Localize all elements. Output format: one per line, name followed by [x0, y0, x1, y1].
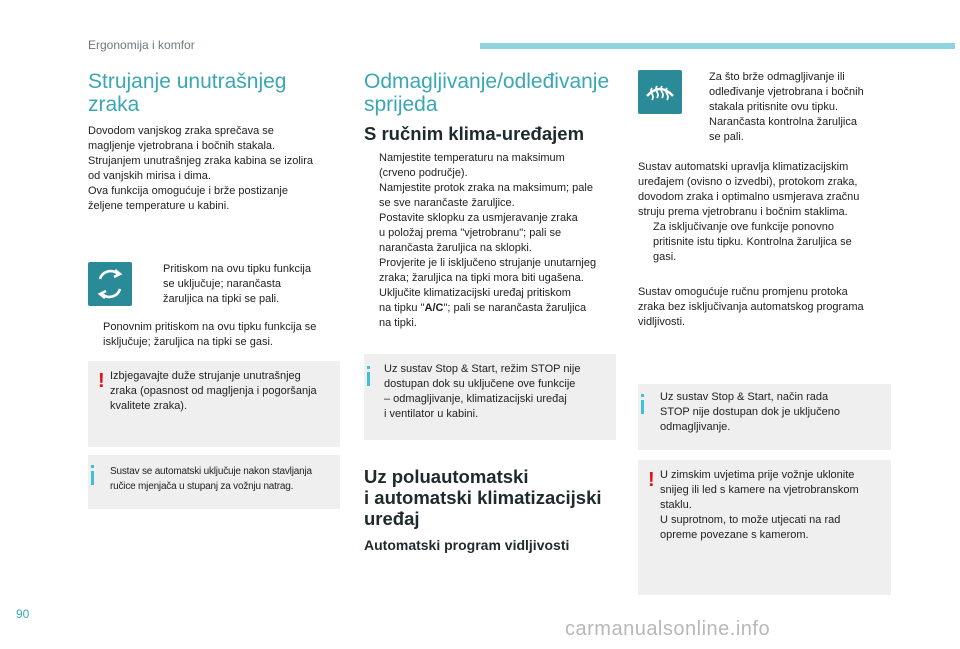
col2-bullets: Namjestite temperaturu na maksimum (crveno područje). Namjestite protok zraka na maksimum; pale se sve narančaste žaruljice. Postavite sklopku za usmjeravanje zraka u položaj prema "vjetrobranu"; pali se narančasta žaruljica na sklopki. Provjerite je li isključeno strujanje unutarnjeg zraka; žaruljica na tipki mora biti ugašena. Uključite klimatizacijski uređaj pritiskom na tipku "A/C"; pali se narančasta žaruljica na tipki. — [379, 152, 597, 329]
header-bar — [480, 43, 955, 49]
recirculation-icon — [88, 262, 132, 306]
front-defrost-icon — [638, 70, 682, 114]
col2-subtitle: S ručnim klima-uređajem — [364, 123, 585, 144]
section-header: Ergonomija i komfor — [88, 38, 195, 52]
col1-intro: Dovodom vanjskog zraka sprečava se magljenje vjetrobrana i bočnih stakala. Strujanjem unutrašnjeg zraka kabina se izolira od vanjskih mirisa i dima. Ova funkcija omogućuje i brže postizanje željene temperature u kabini. — [88, 125, 314, 212]
info-box: Sustav se automatski uključuje nakon stavljanja ručice mjenjača u stupanj za vožnju natrag. — [88, 455, 340, 509]
info-box-stop-start: Uz sustav Stop & Start, režim STOP nije dostupan dok su uključene ove funkcije – odmagljivanje, klimatizacijski uređaj i ventilator u kabini. — [364, 354, 616, 440]
col1-button-text: Pritiskom na ovu tipku funkcija se uključuje; narančasta žaruljica na tipki se pali. — [163, 263, 311, 305]
col2-section2-title: Uz poluautomatski i automatski klimatizacijski uređaj — [364, 466, 602, 529]
col1-title: Strujanje unutrašnjeg zraka — [88, 70, 287, 116]
col2-title: Odmagljivanje/odleđivanje sprijeda — [364, 70, 610, 116]
col3-button-text: Za što brže odmagljivanje ili odleđivanje vjetrobrana i bočnih stakala pritisnite ovu tipku. Narančasta kontrolna žaruljica se pali. — [709, 71, 864, 143]
col2-section2-subtitle: Automatski program vidljivosti — [364, 537, 570, 553]
warning-icon: ! — [648, 469, 655, 491]
warning-box: ! Izbjegavajte duže strujanje unutrašnjeg zraka (opasnost od magljenja i pogoršanja kvalitete zraka). — [88, 361, 340, 447]
warning-box-camera: ! U zimskim uvjetima prije vožnje uklonite snijeg ili led s kamere na vjetrobranskom staklu. U suprotnom, to može utjecati na rad opreme povezane s kamerom. — [638, 460, 891, 595]
col3-para2: Sustav omogućuje ručnu promjenu protoka zraka bez isključivanja automatskog programa vidljivosti. — [638, 286, 864, 328]
info-icon — [364, 354, 380, 394]
watermark: carmanualsonline.info — [565, 618, 771, 640]
info-box-stop-start-2: Uz sustav Stop & Start, način rada STOP nije dostupan dok je uključeno odmagljivanje. — [638, 384, 891, 450]
col3-para1: Sustav automatski upravlja klimatizacijskim uređajem (ovisno o izvedbi), protokom zraka, dovodom zraka i optimalno usmjerava zračnu struju prema vjetrobranu i bočnim staklima. Za isključivanje ove funkcije ponovno pritisnite istu tipku. Kontrolna žaruljica se gasi. — [638, 161, 860, 263]
info-icon — [88, 455, 104, 509]
page-number: 90 — [16, 607, 30, 621]
ac-key: A/C — [424, 302, 444, 314]
warning-icon: ! — [98, 370, 105, 392]
col1-bullet-off: Ponovnim pritiskom na ovu tipku funkcija se isključuje; žaruljica na tipki se gasi. — [103, 321, 317, 348]
info-icon — [638, 384, 654, 424]
